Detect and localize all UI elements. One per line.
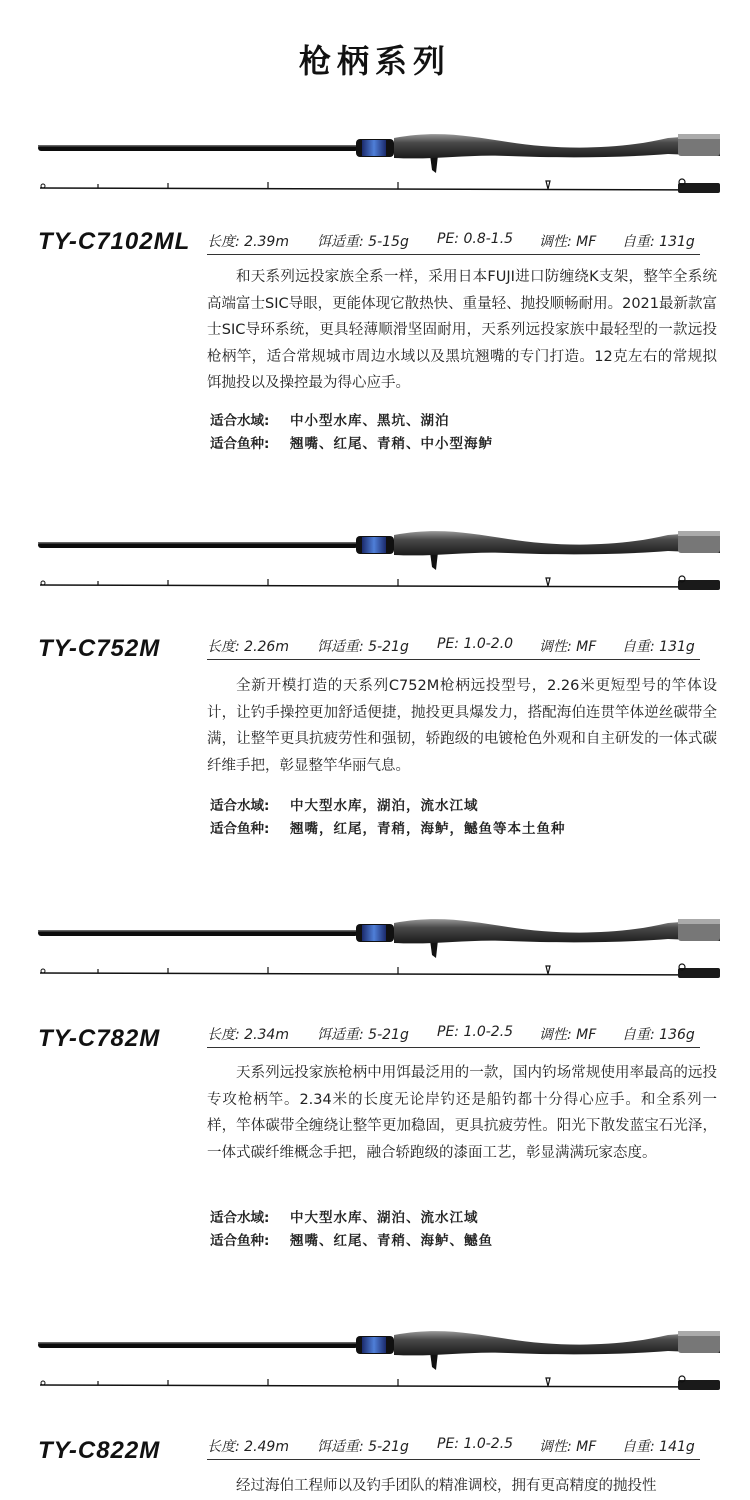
spec-action-label: 调性: xyxy=(539,1027,572,1043)
water-value: 中大型水库、湖泊、流水江域 xyxy=(290,1210,479,1226)
suitability xyxy=(210,1207,493,1253)
spec-action-value: MF xyxy=(576,639,597,655)
spec-weight-label: 自重: xyxy=(622,639,655,655)
product-description: 天系列远投家族枪柄中用饵最泛用的一款，国内钓场常规使用率最高的远投专攻枪柄竿。2.34米的长度无论岸钓还是船钓都十分得心应手。和全系列一样，竿体碳带全缠绕让整竿更加稳固，更具抗疲劳性。阳光下散发蓝宝石光泽，一体式碳纤维概念手把，融合轿跑级的漆面工艺，彰显满满玩家态度。 xyxy=(207,1065,717,1161)
spec-action-value: MF xyxy=(576,1027,597,1043)
spec-length-label: 长度: xyxy=(207,1439,240,1455)
water-label: 适合水域: xyxy=(210,413,270,429)
spec-pe-label: PE: xyxy=(437,231,460,247)
product-description: 经过海伯工程师以及钓手团队的精准调校，拥有更高精度的抛投性 xyxy=(236,1478,657,1494)
rod-image xyxy=(38,128,720,218)
spec-weight-value: 131g xyxy=(659,639,695,655)
suitability xyxy=(210,795,566,841)
spec-pe-label: PE: xyxy=(437,636,460,652)
spec-length-value: 2.39m xyxy=(244,234,289,250)
spec-weight-value: 136g xyxy=(659,1027,695,1043)
spec-lure-label: 饵适重: xyxy=(317,639,364,655)
rod-image xyxy=(38,913,720,1003)
spec-length-value: 2.26m xyxy=(244,639,289,655)
spec-action-label: 调性: xyxy=(539,639,572,655)
page-title: 枪柄系列 xyxy=(298,42,451,80)
spec-weight-label: 自重: xyxy=(622,1027,655,1043)
fish-label: 适合鱼种: xyxy=(210,436,270,452)
spec-line xyxy=(207,633,700,660)
spec-lure-label: 饵适重: xyxy=(317,234,364,250)
model-name: TY-C7102ML xyxy=(38,228,191,255)
spec-line xyxy=(207,1433,700,1460)
spec-weight-value: 141g xyxy=(659,1439,695,1455)
water-label: 适合水域: xyxy=(210,798,270,814)
spec-pe-value: 1.0-2.0 xyxy=(463,636,514,652)
rod-image xyxy=(38,525,720,615)
spec-length-value: 2.49m xyxy=(244,1439,289,1455)
spec-action-value: MF xyxy=(576,234,597,250)
spec-weight-label: 自重: xyxy=(622,1439,655,1455)
spec-action-label: 调性: xyxy=(539,1439,572,1455)
spec-length-label: 长度: xyxy=(207,1027,240,1043)
fish-label: 适合鱼种: xyxy=(210,821,270,837)
spec-line xyxy=(207,1021,700,1048)
product-description: 全新开模打造的天系列C752M枪柄远投型号，2.26米更短型号的竿体设计，让钓手操控更加舒适便捷，抛投更具爆发力，搭配海伯连贯竿体逆丝碳带全满，让整竿更具抗疲劳性和强韧，轿跑级的电镀枪色外观和自主研发的一体式碳纤维手把，彰显整竿华丽气息。 xyxy=(207,678,717,774)
product-description: 和天系列远投家族全系一样，采用日本FUJI进口防缠绕K支架，整竿全系统高端富士SIC导眼，更能体现它散热快、重量轻、抛投顺畅耐用。2021最新款富士SIC导环系统，更具轻薄顺滑坚固耐用，天系列远投家族中最轻型的一款远投枪柄竿，适合常规城市周边水域以及黑坑翘嘴的专门打造。12克左右的常规拟饵抛投以及操控最为得心应手。 xyxy=(207,269,718,391)
spec-lure-value: 5-21g xyxy=(368,639,409,655)
spec-lure-value: 5-15g xyxy=(368,234,409,250)
spec-line xyxy=(207,228,700,255)
rod-image xyxy=(38,1325,720,1415)
spec-weight-value: 131g xyxy=(659,234,695,250)
spec-pe-label: PE: xyxy=(437,1436,460,1452)
fish-value: 翘嘴、红尾、青稍、中小型海鲈 xyxy=(290,436,493,452)
spec-lure-value: 5-21g xyxy=(368,1027,409,1043)
water-value: 中大型水库，湖泊，流水江域 xyxy=(290,798,479,814)
spec-pe-label: PE: xyxy=(437,1024,460,1040)
fish-value: 翘嘴，红尾，青稍，海鲈，鳡鱼等本土鱼种 xyxy=(290,821,566,837)
spec-pe-value: 0.8-1.5 xyxy=(463,231,514,247)
spec-pe-value: 1.0-2.5 xyxy=(463,1436,514,1452)
spec-weight-label: 自重: xyxy=(622,234,655,250)
spec-length-label: 长度: xyxy=(207,234,240,250)
spec-length-label: 长度: xyxy=(207,639,240,655)
spec-action-label: 调性: xyxy=(539,234,572,250)
water-value: 中小型水库、黑坑、湖泊 xyxy=(290,413,450,429)
spec-length-value: 2.34m xyxy=(244,1027,289,1043)
spec-action-value: MF xyxy=(576,1439,597,1455)
spec-lure-value: 5-21g xyxy=(368,1439,409,1455)
spec-pe-value: 1.0-2.5 xyxy=(463,1024,514,1040)
water-label: 适合水域: xyxy=(210,1210,270,1226)
model-name: TY-C752M xyxy=(38,635,161,662)
fish-value: 翘嘴、红尾、青稍、海鲈、鳡鱼 xyxy=(290,1233,493,1249)
model-name: TY-C822M xyxy=(38,1437,161,1464)
model-name: TY-C782M xyxy=(38,1025,161,1052)
fish-label: 适合鱼种: xyxy=(210,1233,270,1249)
spec-lure-label: 饵适重: xyxy=(317,1439,364,1455)
spec-lure-label: 饵适重: xyxy=(317,1027,364,1043)
suitability xyxy=(210,410,493,456)
